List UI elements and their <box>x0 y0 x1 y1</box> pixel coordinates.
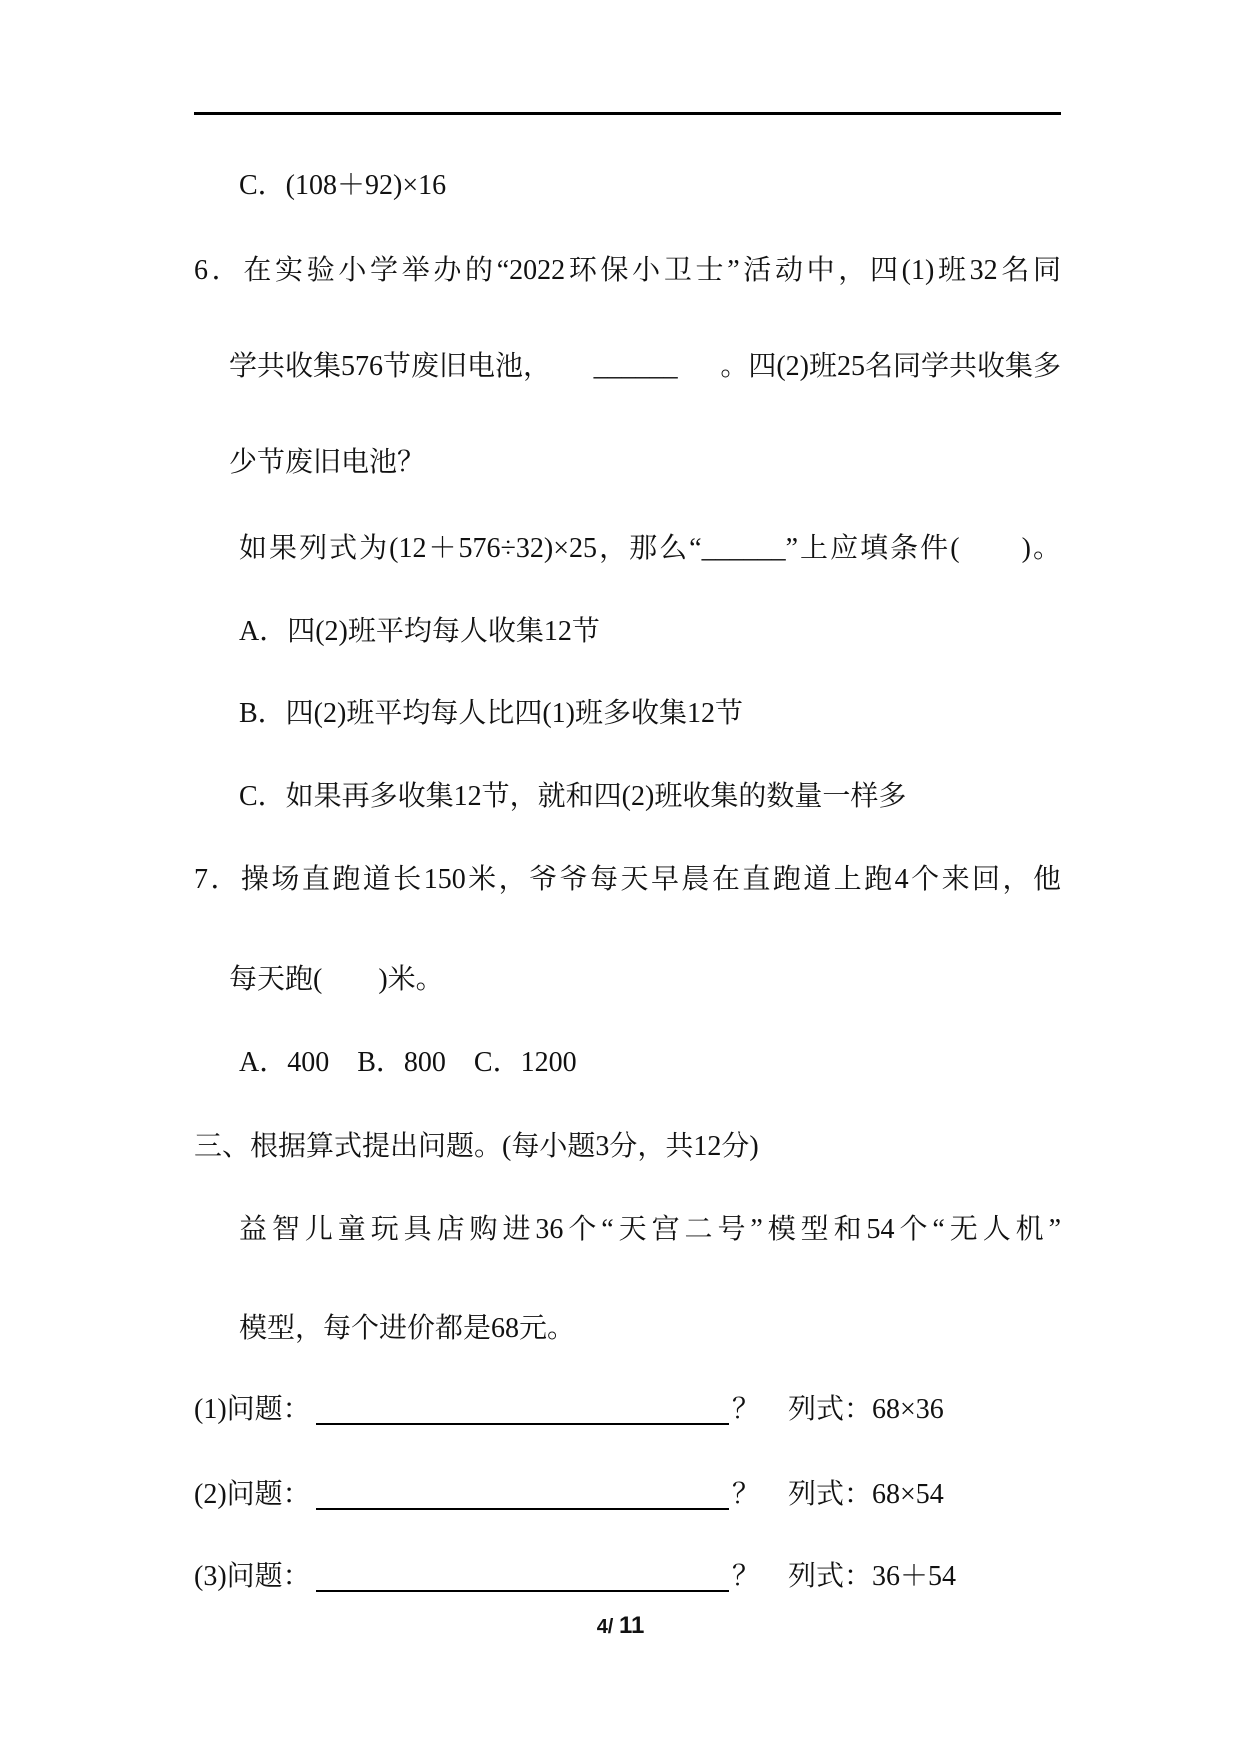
q6-line2-b: 。四(2)班25名同学共收集多 <box>720 351 1061 382</box>
question-item-2 <box>194 1478 944 1512</box>
item-label: (3)问题： <box>194 1561 311 1592</box>
item-mark: ？ <box>732 1394 761 1425</box>
answer-line[interactable] <box>316 1397 729 1425</box>
q7-line2: 每天跑( )米。 <box>229 964 444 995</box>
item-label: (1)问题： <box>194 1394 311 1425</box>
q6-line4: 如果列式为(12＋576÷32)×25，那么“______”上应填条件( )。 <box>239 533 1061 564</box>
section3-stem2: 模型，每个进价都是68元。 <box>239 1313 576 1344</box>
page-number <box>0 1612 1241 1640</box>
q6-line3: 少节废旧电池？ <box>229 447 426 478</box>
item-label: (2)问题： <box>194 1479 311 1510</box>
item-formula: 列式：68×54 <box>788 1479 944 1510</box>
section3-stem1: 益智儿童玩具店购进36个“天宫二号”模型和54个“无人机” <box>239 1214 1061 1245</box>
question-item-1 <box>194 1393 944 1427</box>
q6-line1: 6．在实验小学举办的“2022环保小卫士”活动中，四(1)班32名同 <box>194 255 1061 286</box>
answer-line[interactable] <box>316 1482 729 1510</box>
q7-options: A．400 B．800 C．1200 <box>239 1047 577 1078</box>
option-c-prev: C．(108＋92)×16 <box>239 170 447 201</box>
item-formula: 列式：68×36 <box>788 1394 944 1425</box>
q6-option-a: A．四(2)班平均每人收集12节 <box>239 616 600 647</box>
answer-line[interactable] <box>316 1564 729 1592</box>
item-mark: ？ <box>732 1561 761 1592</box>
header-rule <box>194 112 1061 115</box>
page-total: 11 <box>618 1612 645 1639</box>
q6-line2-a: 学共收集576节废旧电池， <box>229 351 552 382</box>
item-mark: ？ <box>732 1479 761 1510</box>
section3-heading: 三、根据算式提出问题。(每小题3分，共12分) <box>194 1131 759 1162</box>
q6-option-b: B．四(2)班平均每人比四(1)班多收集12节 <box>239 698 743 729</box>
q7-line1: 7．操场直跑道长150米，爷爷每天早晨在直跑道上跑4个来回，他 <box>194 864 1061 895</box>
item-formula: 列式：36＋54 <box>788 1561 957 1592</box>
question-item-3 <box>194 1560 957 1594</box>
page-current: 4/ <box>596 1616 614 1638</box>
q6-option-c: C．如果再多收集12节，就和四(2)班收集的数量一样多 <box>239 781 907 812</box>
q6-blank: ______ <box>593 351 678 382</box>
q6-line2 <box>229 350 1061 384</box>
